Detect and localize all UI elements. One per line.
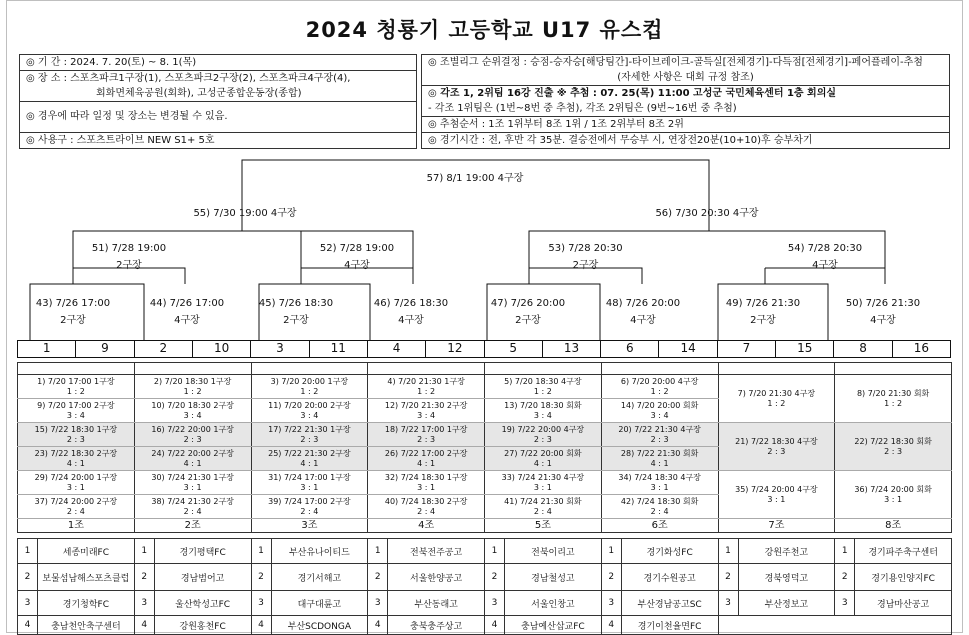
match-pairing: 1 : 2 <box>767 398 786 408</box>
r16-match-46 <box>368 295 454 329</box>
match-time-venue: 4) 7/20 21:30 1구장 <box>387 376 465 386</box>
team-seed-number: 1 <box>251 539 271 564</box>
match-time-venue: 23) 7/22 18:30 2구장 <box>34 448 118 458</box>
info-match-time: ◎ 경기시간 : 전, 후반 각 35분. 결승전에서 무승부 시, 연장전20분(10+10)후 승부차기 <box>428 135 813 146</box>
match-time-venue: 30) 7/24 21:30 1구장 <box>151 472 234 482</box>
match-time-venue: 32) 7/24 18:30 1구장 <box>384 472 468 482</box>
quarter-54-venue: 4구장 <box>812 260 838 271</box>
group-match-cell <box>368 471 485 495</box>
team-name: 부산SCDONGA <box>271 616 368 635</box>
match-time-venue: 37) 7/24 20:00 2구장 <box>34 496 118 506</box>
group-match-cell <box>601 399 718 423</box>
team-seed-number: 3 <box>485 591 505 616</box>
group-match-row <box>18 423 952 447</box>
r16-match-47 <box>485 295 571 329</box>
group-match-cell <box>718 471 835 519</box>
group-name-label: 5조 <box>485 519 602 533</box>
group-match-cell <box>251 495 368 519</box>
team-seed-number: 4 <box>368 616 388 635</box>
match-time-venue: 27) 7/22 20:00 회화 <box>504 448 582 458</box>
match-pairing: 3 : 4 <box>183 410 202 420</box>
match-time-venue: 13) 7/20 18:30 회화 <box>504 400 582 410</box>
match-pairing: 4 : 1 <box>66 458 85 468</box>
r16-44-venue: 4구장 <box>174 315 200 326</box>
team-name: 경기청학FC <box>38 591 135 616</box>
team-seed-number: 3 <box>718 591 738 616</box>
group-match-cell <box>18 447 135 471</box>
info-draw-order: ◎ 추첨순서 : 1조 1위부터 8조 1위 / 1조 2위부터 8조 2위 <box>422 117 949 133</box>
group-match-cell <box>251 423 368 447</box>
info-draw: ◎ 각조 1, 2위팀 16강 진출 ※ 추첨 : 07. 25(목) 11:00 고성군 국민체육센터 1층 회의실 <box>428 88 837 99</box>
team-name: 부산정보고 <box>738 591 835 616</box>
seed-cell: 1 <box>18 341 76 357</box>
match-pairing: 3 : 1 <box>300 482 319 492</box>
r16-49-venue: 2구장 <box>750 315 776 326</box>
group-name-label: 1조 <box>18 519 135 533</box>
quarter-match-52 <box>301 240 413 274</box>
team-seed-number: 2 <box>368 564 388 591</box>
group-match-cell <box>251 471 368 495</box>
r16-48-venue: 4구장 <box>630 315 656 326</box>
match-pairing: 2 : 3 <box>650 434 669 444</box>
match-time-venue: 3) 7/20 20:00 1구장 <box>270 376 349 386</box>
match-pairing: 2 : 4 <box>417 506 436 516</box>
info-change-notice: ◎ 경우에 따라 일정 및 장소는 변경될 수 있음. <box>20 102 416 133</box>
match-time-venue: 6) 7/20 20:00 4구장 <box>620 376 699 386</box>
match-pairing: 2 : 3 <box>183 434 202 444</box>
r16-43-time: 43) 7/26 17:00 <box>35 298 111 309</box>
match-pairing: 4 : 1 <box>300 458 319 468</box>
team-name: 경남철성고 <box>505 564 602 591</box>
group-match-cell <box>835 471 952 519</box>
team-seed-number: 2 <box>18 564 38 591</box>
quarter-51-venue: 2구장 <box>116 260 142 271</box>
match-time-venue: 42) 7/24 18:30 회화 <box>620 496 699 506</box>
match-pairing: 3 : 1 <box>884 494 903 504</box>
seed-cell: 11 <box>310 341 368 357</box>
match-time-venue: 40) 7/24 18:30 2구장 <box>384 496 468 506</box>
match-pairing: 4 : 1 <box>533 458 552 468</box>
group-header-cell <box>368 363 485 375</box>
match-pairing: 3 : 1 <box>183 482 202 492</box>
team-name: 세종미래FC <box>38 539 135 564</box>
info-ranking-note: (자세한 사항은 대회 규정 참조) <box>422 70 949 86</box>
r16-43-venue: 2구장 <box>60 315 86 326</box>
group-match-cell <box>485 399 602 423</box>
group-match-cell <box>18 495 135 519</box>
group-match-cell <box>835 423 952 471</box>
group-match-cell <box>251 399 368 423</box>
seed-cell: 5 <box>485 341 543 357</box>
seed-cell: 13 <box>543 341 601 357</box>
group-match-cell <box>368 423 485 447</box>
team-seed-number: 4 <box>251 616 271 635</box>
match-time-venue: 16) 7/22 20:00 1구장 <box>151 424 234 434</box>
match-time-venue: 19) 7/22 20:00 4구장 <box>501 424 585 434</box>
info-ranking-rule: ◎ 조별리그 순위결정 : 승점-승자승[해당팀간]-타이브레이크-골득실[전체경기]-다득점[전체경기]-페어플레이-추첨 <box>428 57 923 68</box>
r16-50-time: 50) 7/26 21:30 <box>845 298 921 309</box>
team-seed-number: 4 <box>134 616 154 635</box>
group-match-cell <box>718 423 835 471</box>
group-match-cell <box>134 495 251 519</box>
match-time-venue: 12) 7/20 21:30 2구장 <box>384 400 468 410</box>
match-time-venue: 18) 7/22 17:00 1구장 <box>384 424 468 434</box>
group-header-cell <box>134 363 251 375</box>
quarter-52-time: 52) 7/28 19:00 <box>319 243 395 254</box>
match-pairing: 4 : 1 <box>417 458 436 468</box>
team-name: 충남천안축구센터 <box>38 616 135 635</box>
match-pairing: 2 : 4 <box>66 506 85 516</box>
group-match-cell <box>18 375 135 399</box>
team-name: 강원홍천FC <box>154 616 251 635</box>
r16-46-venue: 4구장 <box>398 315 424 326</box>
match-time-venue: 5) 7/20 18:30 4구장 <box>504 376 582 386</box>
team-name: 부산유나이티드 <box>271 539 368 564</box>
team-row <box>18 616 952 635</box>
r16-50-venue: 4구장 <box>870 315 896 326</box>
match-time-venue: 22) 7/22 18:30 회화 <box>854 436 932 446</box>
r16-match-48 <box>600 295 686 329</box>
seed-cell: 14 <box>659 341 717 357</box>
match-time-venue: 7) 7/20 21:30 4구장 <box>737 388 816 398</box>
r16-45-time: 45) 7/26 18:30 <box>258 298 334 309</box>
group-teams-table <box>17 538 952 635</box>
group-header-cell <box>485 363 602 375</box>
info-period: ◎ 기 간 : 2024. 7. 20(토) ~ 8. 1(목) <box>20 55 416 71</box>
team-seed-number: 3 <box>18 591 38 616</box>
team-seed-number: 1 <box>368 539 388 564</box>
team-name: 경기서해고 <box>271 564 368 591</box>
seed-cell: 16 <box>913 341 929 355</box>
match-pairing: 2 : 3 <box>533 434 552 444</box>
seed-cell: 9 <box>76 341 134 357</box>
r16-47-venue: 2구장 <box>515 315 541 326</box>
team-seed-number: 2 <box>251 564 271 591</box>
seed-cell: 6 <box>601 341 659 357</box>
match-time-venue: 36) 7/24 20:00 회화 <box>854 484 932 494</box>
match-time-venue: 15) 7/22 18:30 1구장 <box>34 424 118 434</box>
group-name-label: 3조 <box>251 519 368 533</box>
match-pairing: 2 : 4 <box>650 506 669 516</box>
team-row <box>18 591 952 616</box>
group-match-cell <box>134 375 251 399</box>
team-name: 경기용인양지FC <box>855 564 952 591</box>
group-match-cell <box>134 447 251 471</box>
team-seed-number: 1 <box>835 539 855 564</box>
match-time-venue: 39) 7/24 17:00 2구장 <box>268 496 351 506</box>
final-match-label: 57) 8/1 19:00 4구장 <box>426 173 524 184</box>
team-seed-number: 4 <box>485 616 505 635</box>
group-match-cell <box>368 447 485 471</box>
match-pairing: 2 : 3 <box>66 434 85 444</box>
tournament-info-left <box>19 54 417 149</box>
team-seed-number: 2 <box>718 564 738 591</box>
match-time-venue: 34) 7/24 18:30 4구장 <box>618 472 701 482</box>
match-time-venue: 28) 7/22 21:30 회화 <box>620 448 699 458</box>
match-pairing: 3 : 4 <box>300 410 319 420</box>
seed-cell: 15 <box>776 341 834 357</box>
match-time-venue: 10) 7/20 18:30 2구장 <box>151 400 234 410</box>
team-name: 부산동래고 <box>388 591 485 616</box>
match-pairing: 1 : 2 <box>650 386 669 396</box>
team-seed-number: 2 <box>134 564 154 591</box>
r16-match-45 <box>253 295 339 329</box>
team-name: 서울한양공고 <box>388 564 485 591</box>
info-venue: ◎ 장 소 : 스포츠파크1구장(1), 스포츠파크2구장(2), 스포츠파크4구장(4), <box>26 73 351 84</box>
match-time-venue: 35) 7/24 20:00 4구장 <box>735 484 818 494</box>
group-match-cell <box>251 375 368 399</box>
match-time-venue: 38) 7/24 21:30 2구장 <box>151 496 234 506</box>
r16-44-time: 44) 7/26 17:00 <box>149 298 225 309</box>
r16-47-time: 47) 7/26 20:00 <box>490 298 566 309</box>
seed-cell: 4 <box>368 341 426 357</box>
team-name: 보물섬남해스포츠클럽 <box>38 564 135 591</box>
match-time-venue: 9) 7/20 17:00 2구장 <box>37 400 115 410</box>
quarter-match-54 <box>765 240 885 274</box>
match-time-venue: 2) 7/20 18:30 1구장 <box>153 376 232 386</box>
match-time-venue: 25) 7/22 21:30 2구장 <box>268 448 351 458</box>
team-name: 강원주천고 <box>738 539 835 564</box>
team-name: 전북전주공고 <box>388 539 485 564</box>
group-match-cell <box>485 423 602 447</box>
team-row <box>18 539 952 564</box>
quarter-53-venue: 2구장 <box>572 260 599 271</box>
team-seed-number: 1 <box>485 539 505 564</box>
team-name: 충북충주상고 <box>388 616 485 635</box>
group-match-cell <box>18 423 135 447</box>
team-name: 경기수원공고 <box>621 564 718 591</box>
r16-match-49 <box>720 295 806 329</box>
match-pairing: 3 : 4 <box>66 410 85 420</box>
match-pairing: 3 : 1 <box>650 482 669 492</box>
info-ball: ◎ 사용구 : 스포츠트라이브 NEW S1+ 5호 <box>26 135 215 146</box>
match-pairing: 3 : 4 <box>533 410 552 420</box>
match-time-venue: 8) 7/20 21:30 회화 <box>856 388 930 398</box>
semi-match-label-56: 56) 7/30 20:30 4구장 <box>655 208 759 219</box>
group-match-cell <box>601 447 718 471</box>
group-header-cell <box>835 363 952 375</box>
team-name: 전북이리고 <box>505 539 602 564</box>
match-time-venue: 31) 7/24 17:00 1구장 <box>268 472 351 482</box>
match-pairing: 3 : 4 <box>650 410 669 420</box>
match-pairing: 1 : 2 <box>300 386 319 396</box>
info-draw-detail: - 각조 1위팀은 (1번~8번 중 추첨), 각조 2위팀은 (9번~16번 중 추첨) <box>422 101 949 117</box>
quarter-52-venue: 4구장 <box>344 260 370 271</box>
team-name: 부산경남공고SC <box>621 591 718 616</box>
quarter-51-time: 51) 7/28 19:00 <box>91 243 167 254</box>
group-name-label: 6조 <box>601 519 718 533</box>
match-time-venue: 29) 7/24 20:00 1구장 <box>34 472 118 482</box>
group-match-row <box>18 375 952 399</box>
group-match-cell <box>368 495 485 519</box>
match-time-venue: 33) 7/24 21:30 4구장 <box>501 472 585 482</box>
team-name: 울산학성고FC <box>154 591 251 616</box>
match-pairing: 2 : 3 <box>767 446 786 456</box>
group-match-cell <box>368 375 485 399</box>
group-header-cell <box>18 363 135 375</box>
team-seed-number: 2 <box>835 564 855 591</box>
r16-45-venue: 2구장 <box>283 315 309 326</box>
group-match-cell <box>718 375 835 423</box>
team-seed-number: 4 <box>601 616 621 635</box>
match-pairing: 2 : 3 <box>884 446 903 456</box>
team-name: 경기이천율면FC <box>621 616 718 635</box>
group-match-cell <box>601 471 718 495</box>
seed-cell: 3 <box>251 341 309 357</box>
match-pairing: 3 : 1 <box>66 482 85 492</box>
r16-48-time: 48) 7/26 20:00 <box>605 298 681 309</box>
r16-match-43 <box>30 295 116 329</box>
group-match-cell <box>601 495 718 519</box>
match-pairing: 2 : 3 <box>300 434 319 444</box>
match-pairing: 1 : 2 <box>66 386 85 396</box>
tournament-info-right <box>421 54 950 149</box>
team-seed-number: 1 <box>18 539 38 564</box>
group-header-cell <box>601 363 718 375</box>
match-pairing: 3 : 1 <box>767 494 786 504</box>
quarter-54-time: 54) 7/28 20:30 <box>787 243 863 254</box>
match-time-venue: 20) 7/22 21:30 4구장 <box>618 424 701 434</box>
team-seed-number: 3 <box>368 591 388 616</box>
semi-match-label-55: 55) 7/30 19:00 4구장 <box>193 208 297 219</box>
group-match-cell <box>835 375 952 423</box>
match-time-venue: 11) 7/20 20:00 2구장 <box>268 400 351 410</box>
match-pairing: 2 : 4 <box>533 506 552 516</box>
match-time-venue: 41) 7/24 21:30 회화 <box>504 496 582 506</box>
seed-cell: 8 <box>834 341 892 357</box>
match-pairing: 2 : 3 <box>417 434 436 444</box>
team-seed-number: 3 <box>835 591 855 616</box>
match-pairing: 2 : 4 <box>183 506 202 516</box>
seed-cell: 7 <box>718 341 776 357</box>
team-name: 경남범어고 <box>154 564 251 591</box>
group-match-cell <box>18 471 135 495</box>
group-match-cell <box>134 399 251 423</box>
match-pairing: 3 : 1 <box>533 482 552 492</box>
team-seed-number: 2 <box>601 564 621 591</box>
team-row <box>18 564 952 591</box>
page-title: 2024 청룡기 고등학교 U17 유스컵 <box>305 18 664 42</box>
team-name: 서울인창고 <box>505 591 602 616</box>
team-seed-number: 4 <box>18 616 38 635</box>
r16-49-time: 49) 7/26 21:30 <box>725 298 801 309</box>
group-header-cell <box>251 363 368 375</box>
info-venue-cont: 회화면체육공원(회화), 고성군종합운동장(종합) <box>20 86 416 102</box>
team-seed-number: 2 <box>485 564 505 591</box>
group-match-cell <box>485 495 602 519</box>
team-seed-number: 3 <box>601 591 621 616</box>
match-time-venue: 21) 7/22 18:30 4구장 <box>735 436 818 446</box>
team-name: 경기파주축구센터 <box>855 539 952 564</box>
match-pairing: 3 : 1 <box>417 482 436 492</box>
match-pairing: 3 : 4 <box>417 410 436 420</box>
team-name: 경북영덕고 <box>738 564 835 591</box>
team-seed-number: 1 <box>601 539 621 564</box>
match-pairing: 1 : 2 <box>533 386 552 396</box>
match-pairing: 1 : 2 <box>417 386 436 396</box>
match-time-venue: 1) 7/20 17:00 1구장 <box>37 376 115 386</box>
group-match-cell <box>368 399 485 423</box>
group-name-label: 4조 <box>368 519 485 533</box>
group-match-row <box>18 471 952 495</box>
team-seed-number: 3 <box>251 591 271 616</box>
group-match-cell <box>485 447 602 471</box>
r16-match-44 <box>144 295 230 329</box>
team-name: 대구대륜고 <box>271 591 368 616</box>
group-match-cell <box>601 423 718 447</box>
seed-row <box>17 340 951 358</box>
quarter-53-time: 53) 7/28 20:30 <box>548 243 623 254</box>
team-name: 경남마산공고 <box>855 591 952 616</box>
group-match-cell <box>134 423 251 447</box>
group-header-cell <box>718 363 835 375</box>
team-seed-number: 1 <box>134 539 154 564</box>
match-time-venue: 24) 7/22 20:00 2구장 <box>151 448 234 458</box>
match-time-venue: 14) 7/20 20:00 회화 <box>620 400 699 410</box>
team-seed-number: 3 <box>134 591 154 616</box>
group-match-cell <box>485 471 602 495</box>
group-match-cell <box>18 399 135 423</box>
seed-cell: 12 <box>426 341 484 357</box>
seed-cell: 10 <box>193 341 251 357</box>
seed-cell: 2 <box>135 341 193 357</box>
team-seed-number: 1 <box>718 539 738 564</box>
r16-46-time: 46) 7/26 18:30 <box>373 298 449 309</box>
group-match-cell <box>485 375 602 399</box>
match-pairing: 2 : 4 <box>300 506 319 516</box>
match-time-venue: 17) 7/22 21:30 1구장 <box>268 424 351 434</box>
group-match-cell <box>601 375 718 399</box>
r16-match-50 <box>840 295 926 329</box>
group-name-label: 7조 <box>718 519 835 533</box>
group-match-cell <box>134 471 251 495</box>
match-pairing: 1 : 2 <box>183 386 202 396</box>
match-pairing: 1 : 2 <box>884 398 903 408</box>
match-pairing: 4 : 1 <box>183 458 202 468</box>
group-name-label: 2조 <box>134 519 251 533</box>
team-name: 충남예산삽교FC <box>505 616 602 635</box>
quarter-match-51 <box>73 240 185 274</box>
quarter-match-53 <box>529 240 642 274</box>
team-name: 경기평택FC <box>154 539 251 564</box>
group-name-label: 8조 <box>835 519 952 533</box>
match-time-venue: 26) 7/22 17:00 2구장 <box>384 448 468 458</box>
group-schedule-table <box>17 362 952 533</box>
team-name: 경기화성FC <box>621 539 718 564</box>
match-pairing: 4 : 1 <box>650 458 669 468</box>
group-match-cell <box>251 447 368 471</box>
